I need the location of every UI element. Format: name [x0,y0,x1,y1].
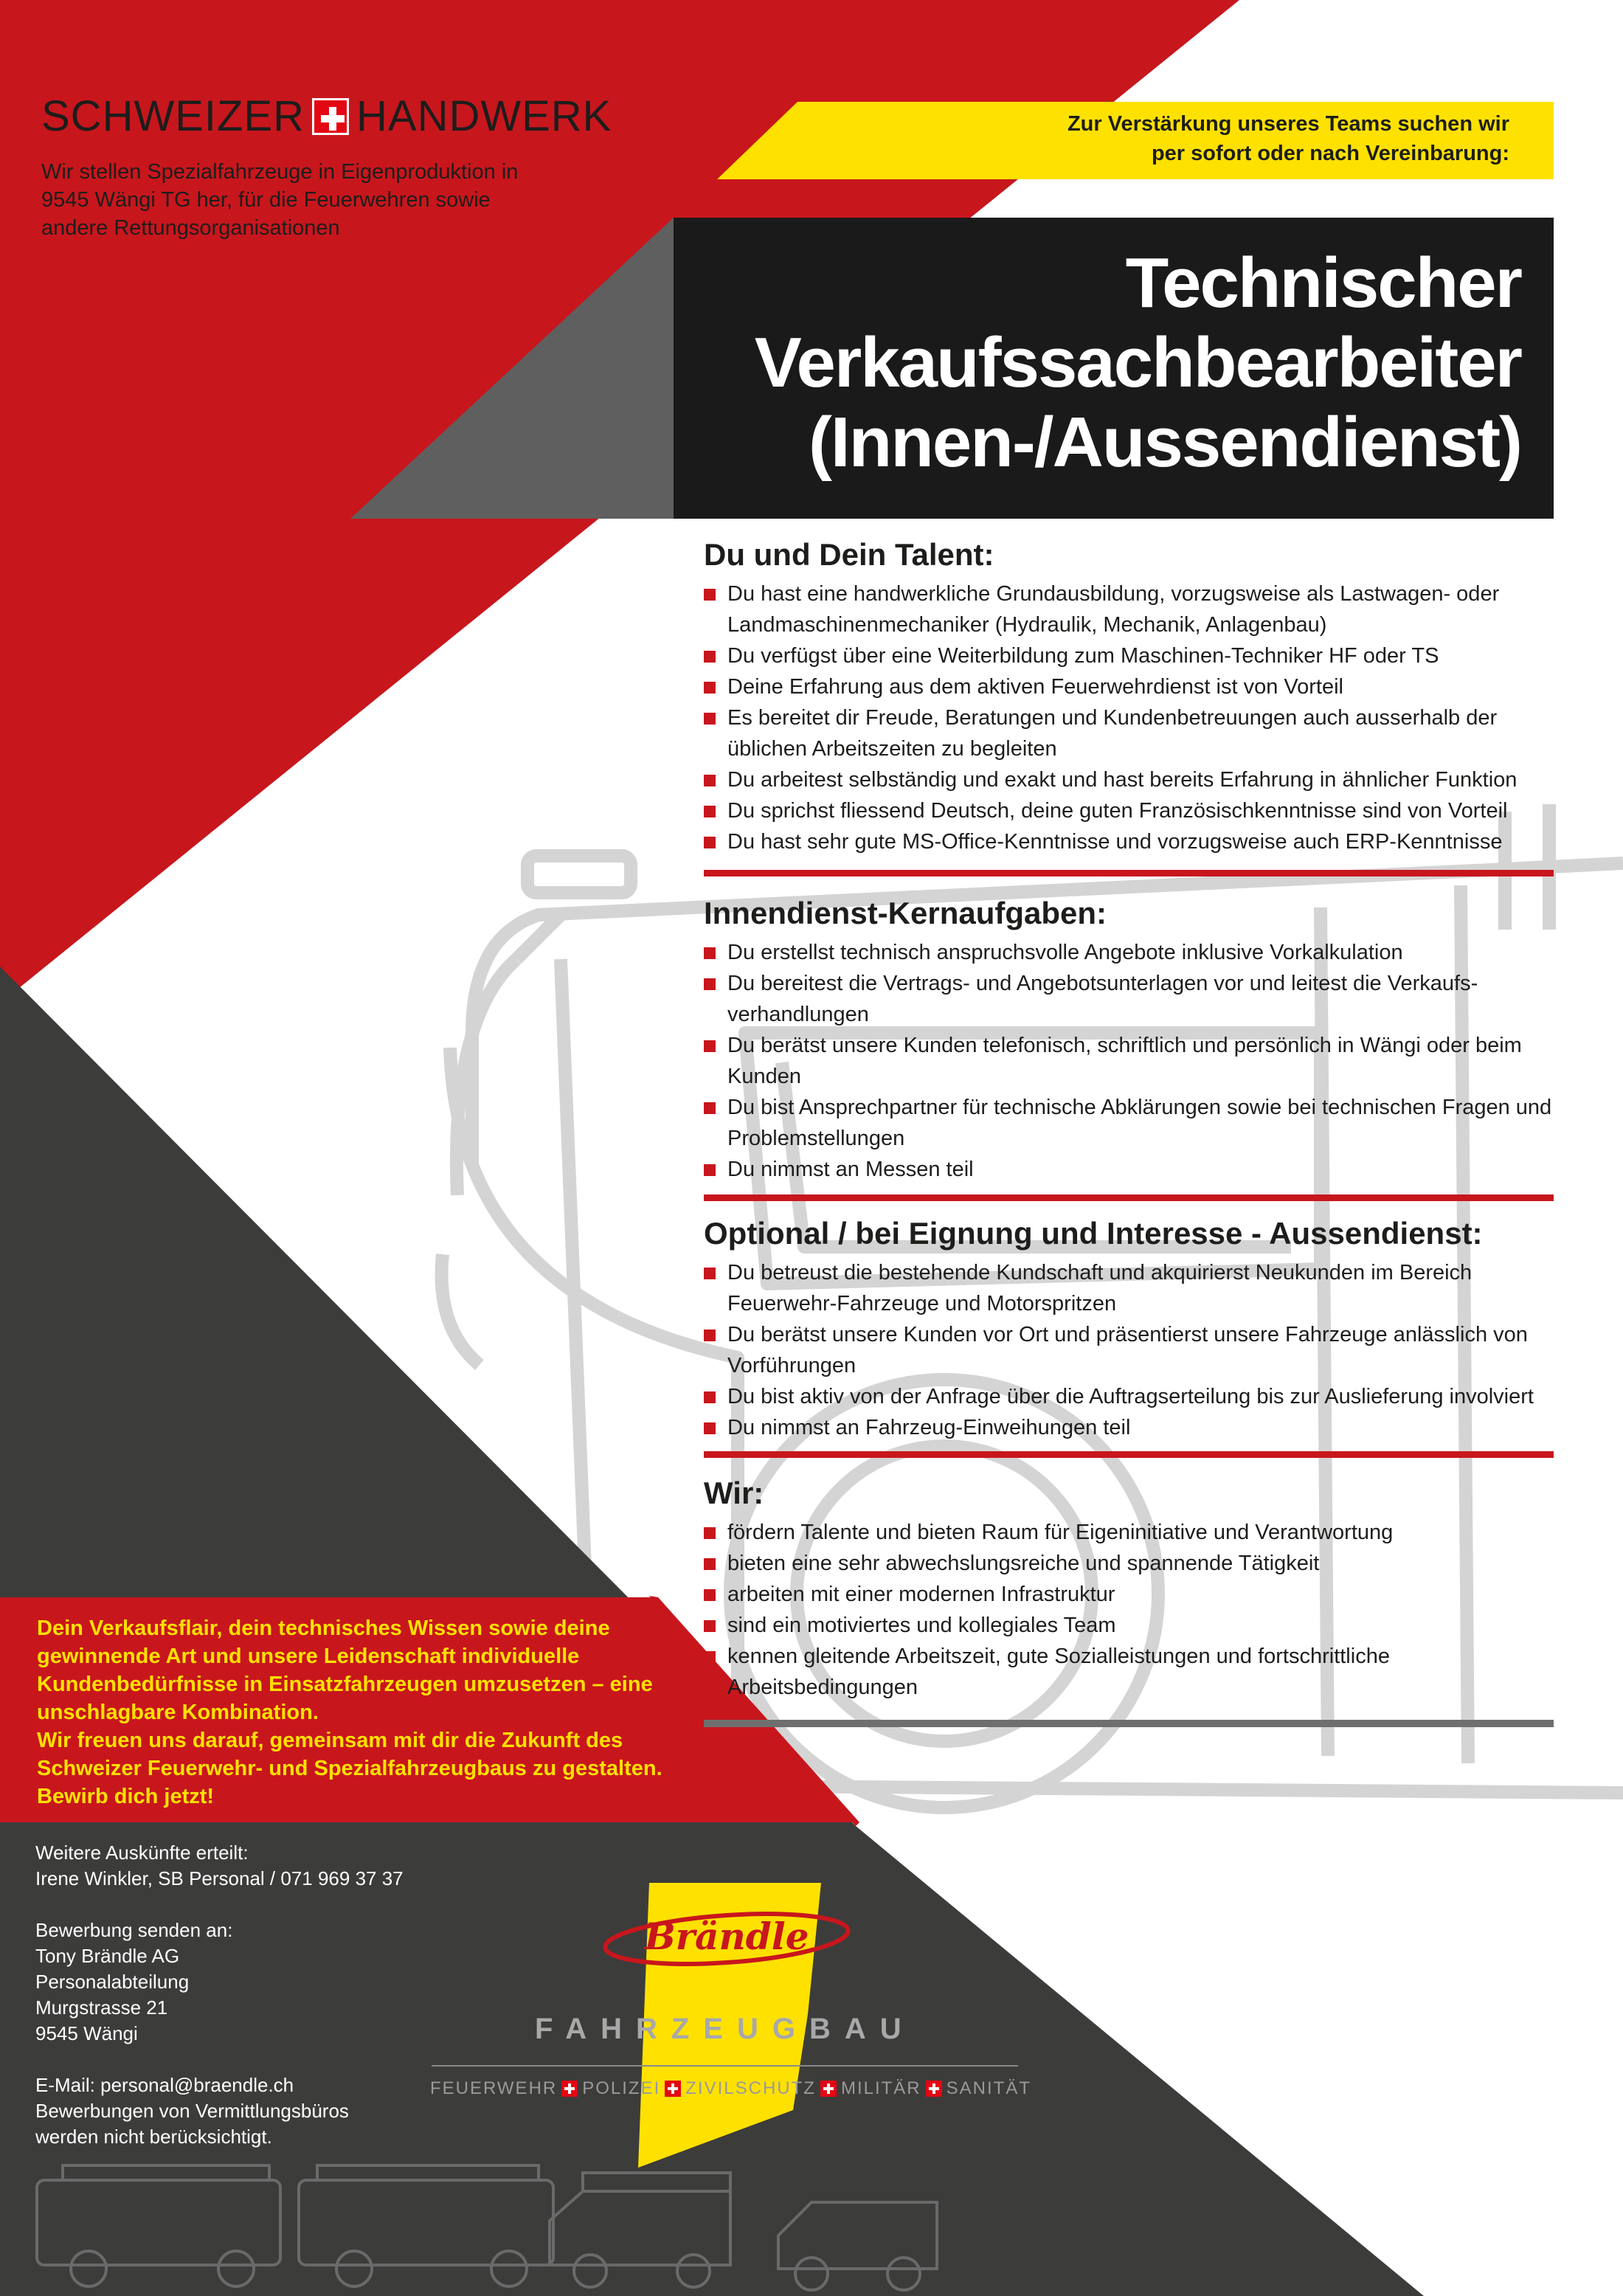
list-item: Du bist aktiv von der Anfrage über die Auftragserteilung bis zur Auslieferung involviert [704,1381,1560,1412]
pitch-line: Dein Verkaufsflair, dein technisches Wissen sowie deine [37,1616,610,1640]
pitch-line: Kundenbedürfnisse in Einsatzfahrzeugen umzusetzen – eine [37,1673,653,1696]
list-item: Du arbeitest selbständig und exakt und hast bereits Erfahrung in ähnlicher Funktion [704,764,1560,795]
job-title-line-1: Technischer [1125,243,1521,322]
swiss-cross-icon [926,2081,942,2097]
street: Murgstrasse 21 [35,1996,168,2019]
list-item: fördern Talente und bieten Raum für Eigeninitiative und Verantwortung [704,1517,1560,1548]
list-item: Du betreust die bestehende Kundschaft und akquirierst Neukunden im Bereich Feuerwehr-Fahrzeuge und Motorspritzen [704,1257,1560,1319]
department: Personalabteilung [35,1971,190,1993]
agency-note-2: werden nicht berücksichtigt. [35,2126,272,2148]
list-item: Du bist Ansprechpartner für technische Abklärungen sowie bei technischen Fragen und Problemstellungen [704,1092,1560,1154]
send-label: Bewerbung senden an: [35,1919,233,1941]
list-item: Du verfügst über eine Weiterbildung zum Maschinen-Techniker HF oder TS [704,640,1560,671]
list-item: Du hast sehr gute MS-Office-Kenntnisse und vorzugsweise auch ERP-Kenntnisse [704,826,1560,857]
contact-block [35,1840,478,2176]
aussendienst-list [704,1257,1560,1443]
list-item: arbeiten mit einer modernen Infrastruktur [704,1579,1560,1610]
teaser-line-2: per sofort oder nach Vereinbarung: [1151,142,1509,165]
logo-script-text: Brändle [644,1915,809,1958]
pitch-line: gewinnende Art und unsere Leidenschaft individuelle [37,1645,580,1668]
swiss-cross-icon [312,98,349,135]
list-item: Es bereitet dir Freude, Beratungen und Kundenbetreuungen auch ausserhalb der üblichen Arbeitszeiten zu begleiten [704,702,1560,764]
swiss-cross-icon [561,2081,578,2097]
list-item: Du berätst unsere Kunden vor Ort und präsentierst unsere Fahrzeuge anlässlich von Vorführungen [704,1319,1560,1381]
list-item: kennen gleitende Arbeitszeit, gute Sozialleistungen und fortschrittliche Arbeitsbedingungen [704,1641,1560,1703]
company-name: Tony Brändle AG [35,1945,180,1967]
tag-item: SANITÄT [946,2078,1031,2098]
job-title-line-2: Verkaufssachbearbeiter [754,323,1521,402]
section-wir [704,1476,1560,1703]
innendienst-list [704,937,1560,1185]
job-title [755,243,1521,483]
section-heading: Optional / bei Eignung und Interesse - Aussendienst: [704,1216,1483,1251]
list-item: Du nimmst an Fahrzeug-Einweihungen teil [704,1412,1560,1443]
tag-item: FEUERWEHR [430,2078,558,2098]
section-aussendienst [704,1216,1560,1443]
tag-item: ZIVILSCHUTZ [685,2078,816,2098]
list-item: Deine Erfahrung aus dem aktiven Feuerwehrdienst ist von Vorteil [704,671,1560,702]
tag-item: POLIZEI [582,2078,661,2098]
job-title-line-3: (Innen-/Aussendienst) [808,403,1521,482]
braendle-script-logo [601,1903,852,1970]
teaser-line-1: Zur Verstärkung unseres Teams suchen wir [1067,112,1509,136]
brand-schweizer-handwerk [41,91,612,141]
section-divider [704,1194,1554,1201]
list-item: sind ein motiviertes und kollegiales Team [704,1610,1560,1641]
pitch-line: Schweizer Feuerwehr- und Spezialfahrzeugbaus zu gestalten. [37,1757,662,1780]
list-item: Du erstellst technisch anspruchsvolle Angebote inklusive Vorkalkulation [704,937,1560,968]
logo-tagline [430,2078,1031,2099]
list-item: Du sprichst fliessend Deutsch, deine guten Französischkenntnisse sind von Vorteil [704,795,1560,826]
pitch-line: unschlagbare Kombination. [37,1701,319,1724]
section-heading: Innendienst-Kernaufgaben: [704,896,1107,930]
brand-right-text: HANDWERK [356,92,612,140]
info-label: Weitere Auskünfte erteilt: [35,1842,249,1864]
section-divider [704,1451,1554,1458]
section-talent [704,537,1560,857]
section-heading: Wir: [704,1476,764,1510]
tag-item: MILITÄR [840,2078,921,2098]
info-person: Irene Winkler, SB Personal / 071 969 37 37 [35,1867,404,1889]
logo-wordmark: FAHRZEUGBAU [535,2013,916,2045]
pitch-line: Wir freuen uns darauf, gemeinsam mit dir die Zukunft des [37,1729,623,1752]
city: 9545 Wängi [35,2022,138,2044]
swiss-cross-icon [665,2081,681,2097]
list-item: bieten eine sehr abwechslungsreiche und spannende Tätigkeit [704,1548,1560,1579]
list-item: Du hast eine handwerkliche Grundausbildung, vorzugsweise als Lastwagen- oder Landmaschinenmechaniker (Hydraulik, Mechanik, Anlagenbau) [704,578,1560,640]
pitch-cta: Bewirb dich jetzt! [37,1785,215,1808]
talent-list [704,578,1560,857]
wir-list [704,1517,1560,1703]
section-heading: Du und Dein Talent: [704,537,994,572]
recruit-teaser [1067,109,1509,168]
pitch-message [37,1614,679,1811]
section-innendienst [704,896,1560,1185]
list-item: Du berätst unsere Kunden telefonisch, schriftlich und persönlich in Wängi oder beim Kunden [704,1030,1560,1092]
brand-left-text: SCHWEIZER [41,92,305,140]
company-intro: Wir stellen Spezialfahrzeuge in Eigenproduktion in 9545 Wängi TG her, für die Feuerwehren sowie andere Rettungsorganisationen [41,160,519,240]
email-link[interactable]: E-Mail: personal@braendle.ch [35,2074,294,2096]
agency-note-1: Bewerbungen von Vermittlungsbüros [35,2100,349,2122]
section-divider [704,870,1554,876]
swiss-cross-icon [820,2081,837,2097]
list-item: Du bereitest die Vertrags- und Angebotsunterlagen vor und leitest die Verkaufs- verhandlungen [704,968,1560,1030]
list-item: Du nimmst an Messen teil [704,1154,1560,1185]
